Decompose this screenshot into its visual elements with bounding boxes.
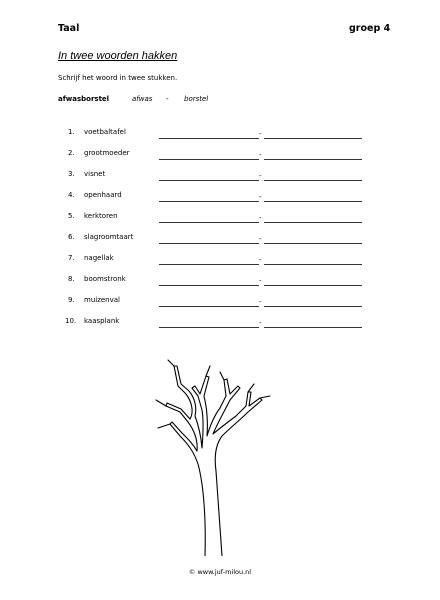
exercise-row — [0, 149, 440, 163]
exercise-row — [0, 254, 440, 268]
group-label: groep 4 — [349, 23, 391, 34]
exercise-word: kaasplank — [84, 317, 120, 325]
example-word: afwasborstel — [58, 95, 110, 103]
answer-separator: - — [259, 214, 262, 222]
answer-line-1[interactable] — [159, 285, 259, 286]
exercise-word: visnet — [84, 170, 106, 178]
answer-separator: - — [259, 235, 262, 243]
answer-line-2[interactable] — [264, 327, 362, 328]
exercise-row — [0, 317, 440, 331]
answer-separator: - — [259, 256, 262, 264]
answer-separator: - — [259, 193, 262, 201]
exercise-number: 3. — [68, 170, 75, 178]
example-separator: - — [166, 95, 169, 103]
answer-line-1[interactable] — [159, 222, 259, 223]
exercise-word: voetbaltafel — [84, 128, 126, 136]
subject-label: Taal — [58, 23, 80, 34]
exercise-number: 7. — [68, 254, 75, 262]
exercise-row — [0, 275, 440, 289]
exercise-number: 6. — [68, 233, 75, 241]
exercise-number: 2. — [68, 149, 75, 157]
tree-illustration — [150, 356, 280, 556]
example-part2: borstel — [184, 95, 209, 103]
answer-line-1[interactable] — [159, 180, 259, 181]
exercise-number: 1. — [68, 128, 75, 136]
answer-separator: - — [259, 172, 262, 180]
exercise-word: boomstronk — [84, 275, 126, 283]
exercise-row — [0, 191, 440, 205]
exercise-number: 9. — [68, 296, 75, 304]
answer-line-1[interactable] — [159, 138, 259, 139]
exercise-number: 10. — [65, 317, 77, 325]
answer-line-1[interactable] — [159, 306, 259, 307]
copyright-footer: © www.juf-milou.nl — [188, 568, 252, 576]
answer-separator: - — [259, 277, 262, 285]
answer-separator: - — [259, 151, 262, 159]
exercise-row — [0, 212, 440, 226]
answer-line-1[interactable] — [159, 159, 259, 160]
worksheet-title: In twee woorden hakken — [58, 50, 178, 62]
answer-line-2[interactable] — [264, 180, 362, 181]
answer-line-2[interactable] — [264, 243, 362, 244]
answer-line-1[interactable] — [159, 243, 259, 244]
exercise-word: openhaard — [84, 191, 122, 199]
exercise-word: slagroomtaart — [84, 233, 134, 241]
exercise-row — [0, 233, 440, 247]
exercise-number: 8. — [68, 275, 75, 283]
instruction-text: Schrijf het woord in twee stukken. — [58, 74, 178, 82]
exercise-row — [0, 128, 440, 142]
exercise-number: 4. — [68, 191, 75, 199]
exercise-word: nagellak — [84, 254, 114, 262]
exercise-row — [0, 170, 440, 184]
exercise-row — [0, 296, 440, 310]
exercise-word: muizenval — [84, 296, 120, 304]
exercise-word: grootmoeder — [84, 149, 130, 157]
answer-line-1[interactable] — [159, 264, 259, 265]
answer-line-2[interactable] — [264, 306, 362, 307]
answer-separator: - — [259, 319, 262, 327]
answer-separator: - — [259, 298, 262, 306]
answer-line-2[interactable] — [264, 222, 362, 223]
answer-separator: - — [259, 130, 262, 138]
answer-line-2[interactable] — [264, 159, 362, 160]
answer-line-1[interactable] — [159, 327, 259, 328]
answer-line-2[interactable] — [264, 201, 362, 202]
answer-line-2[interactable] — [264, 138, 362, 139]
answer-line-1[interactable] — [159, 201, 259, 202]
example-part1: afwas — [132, 95, 153, 103]
exercise-number: 5. — [68, 212, 75, 220]
answer-line-2[interactable] — [264, 264, 362, 265]
answer-line-2[interactable] — [264, 285, 362, 286]
exercise-word: kerktoren — [84, 212, 118, 220]
